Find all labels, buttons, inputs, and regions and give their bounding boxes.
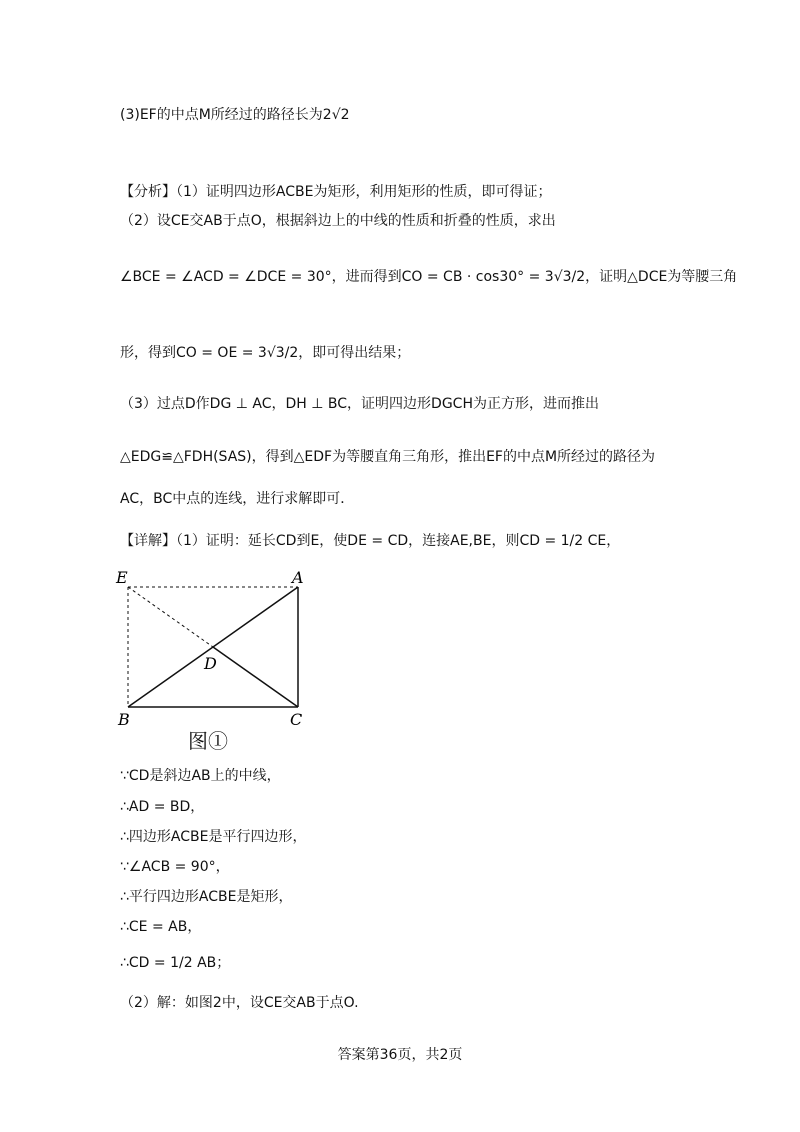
step-line-2: ∴AD = BD， <box>120 799 205 815</box>
step-line-3: ∴四边形ACBE是平行四边形， <box>120 829 307 845</box>
edge-dc <box>213 647 298 707</box>
analysis-label: 【分析】 <box>120 184 176 200</box>
step-line-6: ∴CE = AB， <box>120 919 202 935</box>
analysis-line-1 <box>120 181 551 203</box>
analysis-line-7: AC，BC中点的连线，进行求解即可． <box>120 491 355 507</box>
analysis-line-2: （2）设CE交AB于点O，根据斜边上的中线的性质和折叠的性质，求出 <box>120 213 556 229</box>
label-a: A <box>292 568 304 587</box>
step-line-5: ∴平行四边形ACBE是矩形， <box>120 889 293 905</box>
label-b: B <box>118 710 130 725</box>
analysis-line-3: ∠BCE = ∠ACD = ∠DCE = 30°，进而得到CO = CB · cos30° = 3√3/2，证明△DCE为等腰三角 <box>120 269 738 285</box>
analysis-text-1: （1）证明四边形ACBE为矩形，利用矩形的性质，即可得证； <box>176 184 552 200</box>
rectangle-figure <box>110 565 330 725</box>
figure-caption: 图① <box>188 729 228 753</box>
step-line-8: （2）解：如图2中，设CE交AB于点O. <box>120 995 359 1011</box>
detail-line-1 <box>120 530 620 552</box>
analysis-line-4: 形，得到CO = OE = 3√3/2，即可得出结果； <box>120 345 411 361</box>
edge-ed <box>128 587 213 647</box>
detail-text-1: （1）证明：延长CD到E，使DE = CD，连接AE,BE，则CD = 1/2 CE， <box>176 533 621 549</box>
analysis-line-6: △EDG≌△FDH(SAS)，得到△EDF为等腰直角三角形，推出EF的中点M所经过的路径为 <box>120 449 656 465</box>
analysis-line-5: （3）过点D作DG ⊥ AC，DH ⊥ BC，证明四边形DGCH为正方形，进而推出 <box>120 396 599 412</box>
label-d: D <box>204 654 217 673</box>
step-line-7: ∴CD = 1/2 AB； <box>120 955 231 971</box>
detail-label: 【详解】 <box>120 533 176 549</box>
step-line-4: ∵∠ACB = 90°， <box>120 859 230 875</box>
step-line-1: ∵CD是斜边AB上的中线， <box>120 768 281 784</box>
label-e: E <box>116 568 128 587</box>
label-c: C <box>290 710 303 725</box>
page-footer: 答案第36页，共2页 <box>337 1047 463 1063</box>
part3-line: (3)EF的中点M所经过的路径长为2√2 <box>120 107 350 123</box>
